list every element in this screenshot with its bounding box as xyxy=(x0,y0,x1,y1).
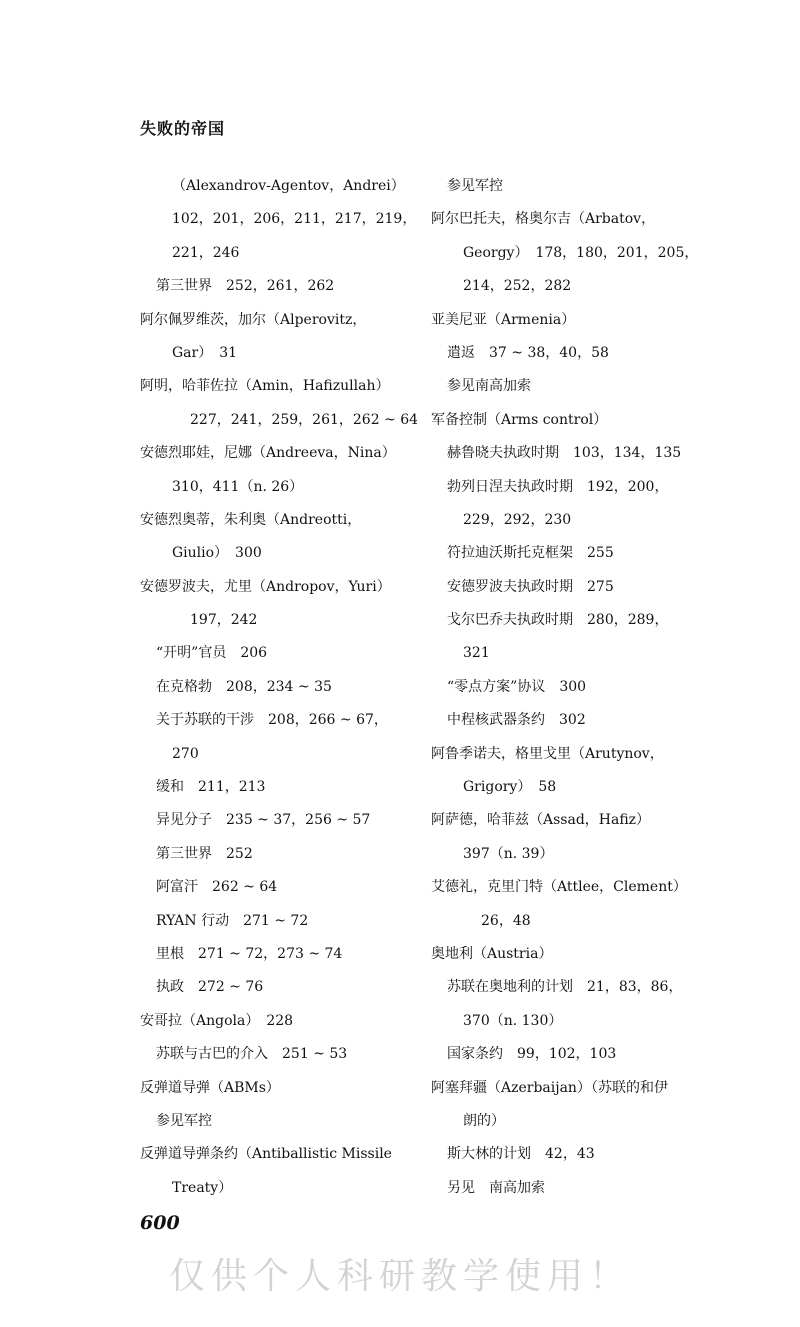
index-line: Giulio） 300 xyxy=(172,545,262,562)
index-line: 阿尔佩罗维茨，加尔（Alperovitz， xyxy=(140,311,367,328)
index-line: 异见分子 235 ~ 37，256 ~ 57 xyxy=(156,812,371,829)
index-line: 反弹道导弹（ABMs） xyxy=(140,1079,280,1096)
index-column-right xyxy=(431,170,703,1205)
index-line: 阿尔巴托夫，格奥尔吉（Arbatov， xyxy=(431,211,656,228)
index-line: 艾德礼，克里门特（Attlee，Clement） xyxy=(431,879,687,896)
index-line: 安德罗波夫，尤里（Andropov，Yuri） xyxy=(140,578,391,595)
index-line: Gar） 31 xyxy=(172,344,238,361)
index-line: 遣返 37 ~ 38，40，58 xyxy=(447,344,609,361)
index-line: 关于苏联的干涉 208，266 ~ 67， xyxy=(156,712,388,729)
index-line: 中程核武器条约 302 xyxy=(447,712,586,729)
index-line: Georgy） 178，180，201，205， xyxy=(463,244,699,261)
index-line: 符拉迪沃斯托克框架 255 xyxy=(447,545,614,562)
running-head: 失败的帝国 xyxy=(140,119,226,138)
index-line: 安德罗波夫执政时期 275 xyxy=(447,578,614,595)
index-line: 197，242 xyxy=(190,612,258,629)
index-line: 国家条约 99，102，103 xyxy=(447,1046,617,1063)
index-line: 安哥拉（Angola） 228 xyxy=(140,1012,294,1029)
index-line: 执政 272 ~ 76 xyxy=(156,979,264,996)
index-line: 227，241，259，261，262 ~ 64 xyxy=(190,411,419,428)
index-line: 苏联与古巴的介入 251 ~ 53 xyxy=(156,1046,348,1063)
index-line: 军备控制（Arms control） xyxy=(431,411,608,428)
index-line: 阿明，哈菲佐拉（Amin，Hafizullah） xyxy=(140,378,390,395)
index-line: 370（n. 130） xyxy=(463,1012,563,1029)
index-line: 缓和 211，213 xyxy=(156,779,266,796)
index-line: 反弹道导弹条约（Antiballistic Missile xyxy=(140,1146,392,1163)
index-line: （Alexandrov-Agentov，Andrei） xyxy=(172,178,405,194)
index-line: 221，246 xyxy=(172,244,240,261)
index-line: 朗的） xyxy=(463,1112,505,1129)
index-line: 阿鲁季诺夫，格里戈里（Arutynov， xyxy=(431,745,664,762)
index-line: 阿塞拜疆（Azerbaijan）（苏联的和伊 xyxy=(431,1079,668,1096)
index-line: 阿富汗 262 ~ 64 xyxy=(156,879,278,896)
index-line: 参见军控 xyxy=(156,1112,212,1129)
index-line: 奥地利（Austria） xyxy=(431,945,553,962)
index-line: 270 xyxy=(172,745,199,762)
index-line: “零点方案”协议 300 xyxy=(447,678,587,695)
index-line: 戈尔巴乔夫执政时期 280，289， xyxy=(447,612,669,629)
index-line: 第三世界 252，261，262 xyxy=(156,278,335,295)
index-line: 里根 271 ~ 72，273 ~ 74 xyxy=(156,945,343,962)
index-line: 另见 南高加索 xyxy=(447,1179,545,1196)
index-line: 斯大林的计划 42，43 xyxy=(447,1146,595,1163)
index-line: 安德烈奥蒂，朱利奥（Andreotti， xyxy=(140,511,362,528)
index-line: 第三世界 252 xyxy=(156,845,253,862)
index-line: 214，252，282 xyxy=(463,278,572,295)
index-line: 310，411（n. 26） xyxy=(172,478,304,495)
page-number: 600 xyxy=(140,1212,180,1234)
index-line: 安德烈耶娃，尼娜（Andreeva，Nina） xyxy=(140,445,396,462)
index-line: 26，48 xyxy=(481,912,531,929)
watermark: 仅供个人科研教学使用！ xyxy=(168,1256,631,1297)
index-line: 阿萨德，哈菲兹（Assad，Hafiz） xyxy=(431,812,651,829)
index-line: 321 xyxy=(463,645,490,662)
index-column-left xyxy=(140,170,419,1205)
index-line: “开明”官员 206 xyxy=(156,645,268,662)
index-line: 亚美尼亚（Armenia） xyxy=(431,311,576,328)
index-line: 参见军控 xyxy=(447,178,503,194)
index-line: 勃列日涅夫执政时期 192，200， xyxy=(447,478,669,495)
index-line: 参见南高加索 xyxy=(447,378,531,395)
index-line: Grigory） 58 xyxy=(463,779,557,796)
index-line: RYAN 行动 271 ~ 72 xyxy=(156,912,309,929)
index-line: 102，201，206，211，217，219， xyxy=(172,211,417,228)
index-line: 229，292，230 xyxy=(463,511,572,528)
index-line: 在克格勃 208，234 ~ 35 xyxy=(156,678,332,695)
index-line: 苏联在奥地利的计划 21，83，86， xyxy=(447,979,683,996)
index-line: 397（n. 39） xyxy=(463,845,554,862)
index-line: Treaty） xyxy=(172,1179,233,1196)
index-line: 赫鲁晓夫执政时期 103，134，135 xyxy=(447,445,682,462)
